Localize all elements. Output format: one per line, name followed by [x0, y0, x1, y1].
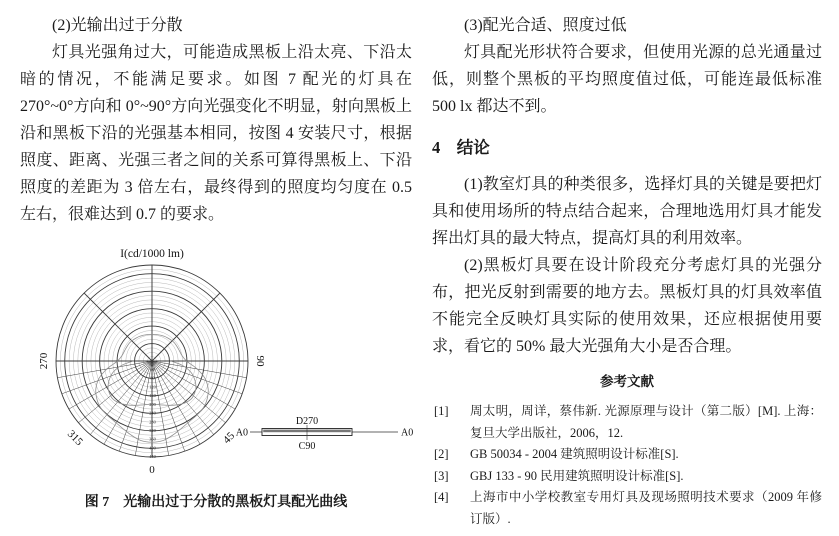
right-column: [432, 12, 822, 530]
reference-text: GB 50034 - 2004 建筑照明设计标准[S].: [470, 447, 679, 461]
reference-text: GBJ 133 - 90 民用建筑照明设计标准[S].: [470, 468, 684, 483]
svg-text:45: 45: [220, 429, 238, 447]
reference-text: 周太明，周详，蔡伟新. 光源原理与设计（第二版）[M]. 上海：复旦大学出版社，2006，12.: [470, 404, 822, 440]
svg-text:240: 240: [149, 410, 156, 416]
left-column: [20, 12, 412, 513]
svg-text:160: 160: [149, 393, 156, 399]
conclusion-paragraph-2: (2)黑板灯具要在设计阶段充分考虑灯具的光强分布，把光反射到需要的地方去。黑板灯具的灯具效率值不能完全反映灯具实际的使用效果，还应根据使用要求，看它的 50% 最大光强角大小是否合理。: [432, 257, 822, 355]
reference-label: [2]: [434, 447, 449, 461]
svg-text:200: 200: [149, 401, 156, 407]
list-item-2-body: 灯具光强角过大，可能造成黑板上沿太亮、下沿太暗的情况，不能满足要求。如图 7 配光的灯具在 270°~0°方向和 0°~90°方向光强变化不明显，射向黑板上沿和黑板下沿的光强基本相同，按图 4 安装尺寸，根据照度、距离、光强三者之间的关系可算得黑板上、下沿照度的差距为 3 倍左右，最终得到的照度均匀度在 0.5 左右，很难达到 0.7 的要求。: [20, 44, 412, 223]
conclusion-paragraph-1: (1)教室灯具的种类很多，选择灯具的关键是要把灯具和使用场所的特点结合起来，合理地选用灯具才能发挥出灯具的最大特点，提高灯具的利用效率。: [432, 176, 822, 247]
svg-text:40: 40: [150, 366, 155, 372]
svg-text:360: 360: [149, 436, 156, 442]
list-item-3-heading: (3)配光合适、照度过低: [464, 17, 627, 34]
svg-text:270: 270: [38, 352, 50, 370]
reference-label: [1]: [434, 404, 449, 418]
list-item-3-body: 灯具配光形状符合要求，但使用光源的总光通量过低，则整个黑板的平均照度值过低，可能连最低标准 500 lx 都达不到。: [432, 44, 822, 115]
reference-item: [432, 401, 822, 444]
svg-text:120: 120: [149, 384, 156, 390]
section-4-heading: 4 结论: [432, 138, 490, 157]
svg-text:D270: D270: [295, 416, 319, 427]
svg-text:315: 315: [64, 427, 86, 449]
svg-text:80: 80: [150, 375, 155, 381]
svg-text:C90: C90: [298, 441, 316, 452]
svg-text:400: 400: [149, 445, 156, 451]
svg-text:90: 90: [254, 355, 266, 367]
svg-text:280: 280: [149, 419, 156, 425]
reference-label: [3]: [434, 468, 449, 483]
svg-text:A0: A0: [401, 427, 414, 439]
reference-item: [432, 487, 822, 530]
svg-text:440: 440: [149, 454, 156, 460]
references-heading: 参考文献: [600, 374, 654, 389]
figure-7: [20, 234, 412, 513]
svg-text:I(cd/1000 lm): I(cd/1000 lm): [120, 248, 184, 260]
svg-text:A0: A0: [235, 427, 248, 439]
reference-label: [4]: [434, 490, 449, 504]
figure-7-caption: 图 7 光输出过于分散的黑板灯具配光曲线: [84, 495, 348, 510]
svg-text:0: 0: [149, 464, 155, 476]
reference-item: [432, 444, 822, 466]
svg-text:320: 320: [149, 428, 156, 433]
reference-item: [432, 466, 822, 488]
list-item-2-heading: (2)光输出过于分散: [52, 17, 183, 34]
reference-text: 上海市中小学校教室专用灯具及现场照明技术要求（2009 年修订版）.: [470, 490, 822, 526]
photometric-polar-chart: [20, 234, 420, 482]
